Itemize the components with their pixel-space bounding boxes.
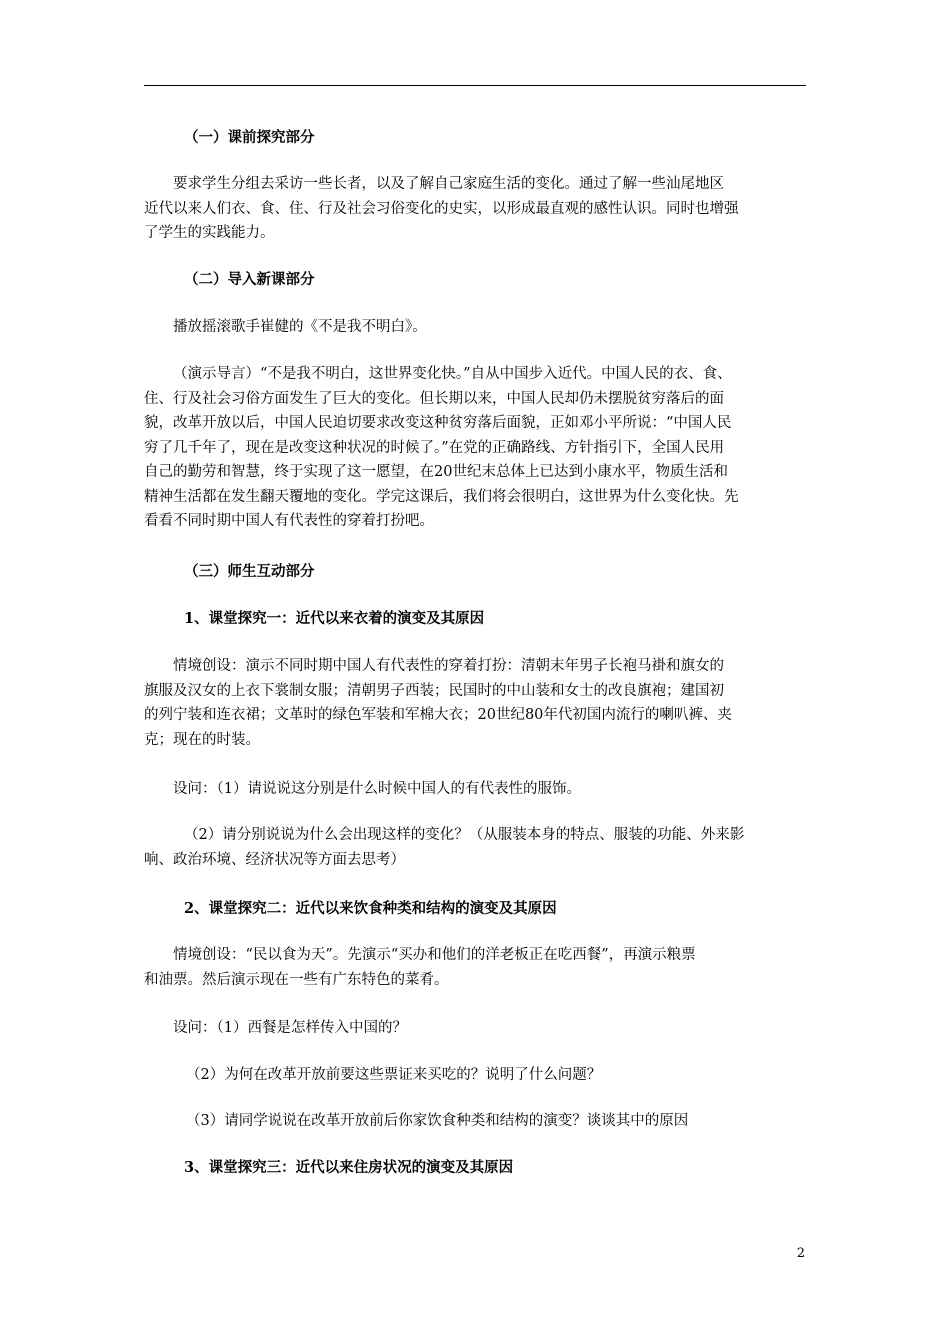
inquiry-3-heading: 3、课堂探究三：近代以来住房状况的演变及其原因 xyxy=(184,1159,514,1176)
paragraph-line: 看看不同时期中国人有代表性的穿着打扮吧。 xyxy=(144,513,434,529)
section-2-paragraph-1: 播放摇滚歌手崔健的《不是我不明白》。 xyxy=(173,319,427,335)
paragraph-line: 旗服及汉女的上衣下裳制女服；清朝男子西装；民国时的中山装和女士的改良旗袍；建国初 xyxy=(144,682,724,699)
paragraph-line: 响、政治环境、经济状况等方面去思考） xyxy=(144,851,405,868)
paragraph-line: 和油票。然后演示现在一些有广东特色的菜肴。 xyxy=(144,971,449,988)
paragraph-line: 近代以来人们衣、食、住、行及社会习俗变化的史实，以形成最直观的感性认识。同时也增强 xyxy=(144,200,739,217)
inquiry-2-heading: 2、课堂探究二：近代以来饮食种类和结构的演变及其原因 xyxy=(184,900,557,917)
paragraph-line: 自己的勤劳和智慧，终于实现了这一愿望，在20世纪末总体上已达到小康水平，物质生活和 xyxy=(144,464,728,480)
inquiry-1-scenario xyxy=(144,654,806,752)
inquiry-2-question-3: （3）请同学说说在改革开放前后你家饮食种类和结构的演变？谈谈其中的原因 xyxy=(186,1113,689,1129)
inquiry-1-question-2 xyxy=(144,823,806,872)
paragraph-line: 住、行及社会习俗方面发生了巨大的变化。但长期以来，中国人民却仍未摆脱贫穷落后的面 xyxy=(144,390,724,407)
paragraph-line: 情境创设：演示不同时期中国人有代表性的穿着打扮：清朝末年男子长袍马褂和旗女的 xyxy=(173,658,724,674)
section-heading-1: （一）课前探究部分 xyxy=(184,129,315,146)
inquiry-2-scenario xyxy=(144,943,806,992)
page-number: 2 xyxy=(796,1246,805,1261)
section-heading-3: （三）师生互动部分 xyxy=(184,563,315,580)
paragraph-line: 貌，改革开放以后，中国人民迫切要求改变这种贫穷落后面貌，正如邓小平所说：“中国人民 xyxy=(144,415,732,431)
paragraph-line: （演示导言）“不是我不明白，这世界变化快。”自从中国步入近代。中国人民的衣、食、 xyxy=(173,366,732,382)
inquiry-2-question-2: （2）为何在改革开放前要这些票证来买吃的？说明了什么问题？ xyxy=(186,1067,602,1083)
paragraph-line: 克；现在的时装。 xyxy=(144,731,260,748)
paragraph-line: 的列宁装和连衣裙；文革时的绿色军装和军棉大衣；20世纪80年代初国内流行的喇叭裤、夹 xyxy=(144,707,732,723)
paragraph-line: 情境创设：“民以食为天”。先演示“买办和他们的洋老板正在吃西餐”，再演示粮票 xyxy=(173,947,696,963)
section-heading-2: （二）导入新课部分 xyxy=(184,271,315,288)
paragraph-line: （2）请分别说说为什么会出现这样的变化？（从服装本身的特点、服装的功能、外来影 xyxy=(184,827,745,843)
inquiry-1-question-1: 设问：（1）请说说这分别是什么时候中国人的有代表性的服饰。 xyxy=(173,781,581,797)
inquiry-2-question-1: 设问：（1）西餐是怎样传入中国的？ xyxy=(173,1020,407,1036)
paragraph-line: 精神生活都在发生翻天覆地的变化。学完这课后，我们将会很明白，这世界为什么变化快。先 xyxy=(144,488,739,505)
inquiry-1-heading: 1、课堂探究一：近代以来衣着的演变及其原因 xyxy=(184,610,485,627)
paragraph-line: 穷了几千年了，现在是改变这种状况的时候了。”在党的正确路线、方针指引下，全国人民用 xyxy=(144,439,725,456)
paragraph-line: 要求学生分组去采访一些长者，以及了解自己家庭生活的变化。通过了解一些汕尾地区 xyxy=(173,176,724,192)
section-2-paragraph-2 xyxy=(144,362,806,534)
paragraph-line: 了学生的实践能力。 xyxy=(144,225,275,241)
header-rule xyxy=(144,85,806,86)
section-1-paragraph xyxy=(144,172,806,246)
